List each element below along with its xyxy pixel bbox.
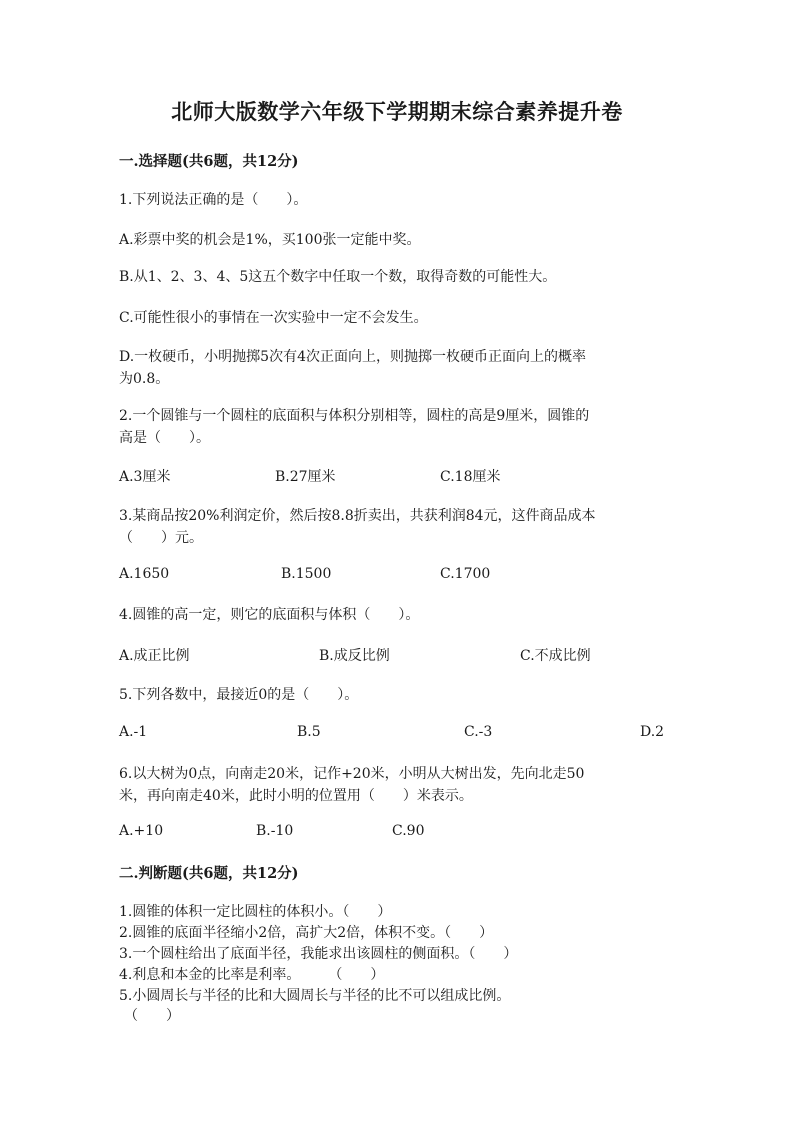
question-4-option-c: C.不成比例 [520, 648, 591, 664]
question-5-option-d: D.2 [640, 724, 665, 740]
question-5-option-a: A.-1 [119, 724, 148, 740]
section-heading-judgement: 二.判断题(共6题，共12分) [119, 865, 299, 882]
question-6-option-c: C.90 [392, 823, 425, 839]
question-2-option-b: B.27厘米 [275, 469, 336, 485]
question-2-option-c: C.18厘米 [440, 469, 501, 485]
judgement-item-4: 4.利息和本金的比率是利率。 （ ） [119, 967, 385, 983]
question-5-stem: 5.下列各数中，最接近0的是（ ）。 [119, 687, 359, 703]
question-2-stem-line1: 2.一个圆锥与一个圆柱的底面积与体积分别相等，圆柱的高是9厘米，圆锥的 [119, 408, 590, 424]
question-3-option-c: C.1700 [440, 566, 491, 582]
judgement-item-1: 1.圆锥的体积一定比圆柱的体积小。（ ） [119, 904, 392, 920]
question-6-stem-line1: 6.以大树为0点，向南走20米，记作+20米，小明从大树出发，先向北走50 [119, 766, 585, 782]
question-4-option-a: A.成正比例 [119, 648, 190, 664]
question-6-option-b: B.-10 [256, 823, 294, 839]
judgement-item-3: 3.一个圆柱给出了底面半径，我能求出该圆柱的侧面积。（ ） [119, 946, 518, 962]
section-heading-choice: 一.选择题(共6题，共12分) [119, 153, 299, 170]
judgement-item-5-bracket: （ ） [124, 1008, 180, 1024]
question-5-option-b: B.5 [297, 724, 321, 740]
question-4-option-b: B.成反比例 [319, 648, 390, 664]
question-4-stem: 4.圆锥的高一定，则它的底面积与体积（ ）。 [119, 607, 420, 623]
question-2-option-a: A.3厘米 [119, 469, 171, 485]
question-6-stem-line2: 米，再向南走40米，此时小明的位置用（ ）米表示。 [119, 788, 473, 804]
question-2-stem-line2: 高是（ ）。 [119, 430, 210, 446]
question-1-stem: 1.下列说法正确的是（ ）。 [119, 192, 308, 208]
question-5-option-c: C.-3 [464, 724, 493, 740]
judgement-item-5: 5.小圆周长与半径的比和大圆周长与半径的比不可以组成比例。 [119, 988, 511, 1004]
page-title: 北师大版数学六年级下学期期末综合素养提升卷 [171, 99, 623, 124]
question-3-stem-line2: （ ）元。 [119, 530, 203, 546]
question-1-option-a: A.彩票中奖的机会是1%，买100张一定能中奖。 [119, 232, 421, 248]
question-3-option-a: A.1650 [119, 566, 170, 582]
question-1-option-c: C.可能性很小的事情在一次实验中一定不会发生。 [119, 310, 428, 326]
judgement-item-2: 2.圆锥的底面半径缩小2倍，高扩大2倍，体积不变。（ ） [119, 925, 494, 941]
question-6-option-a: A.+10 [119, 823, 164, 839]
question-1-option-d-line1: D.一枚硬币，小明抛掷5次有4次正面向上，则抛掷一枚硬币正面向上的概率 [119, 349, 586, 365]
question-3-stem-line1: 3.某商品按20%利润定价，然后按8.8折卖出，共获利润84元，这件商品成本 [119, 508, 596, 524]
question-1-option-b: B.从1、2、3、4、5这五个数字中任取一个数，取得奇数的可能性大。 [119, 269, 557, 285]
question-3-option-b: B.1500 [281, 566, 332, 582]
question-1-option-d-line2: 为0.8。 [119, 371, 170, 387]
